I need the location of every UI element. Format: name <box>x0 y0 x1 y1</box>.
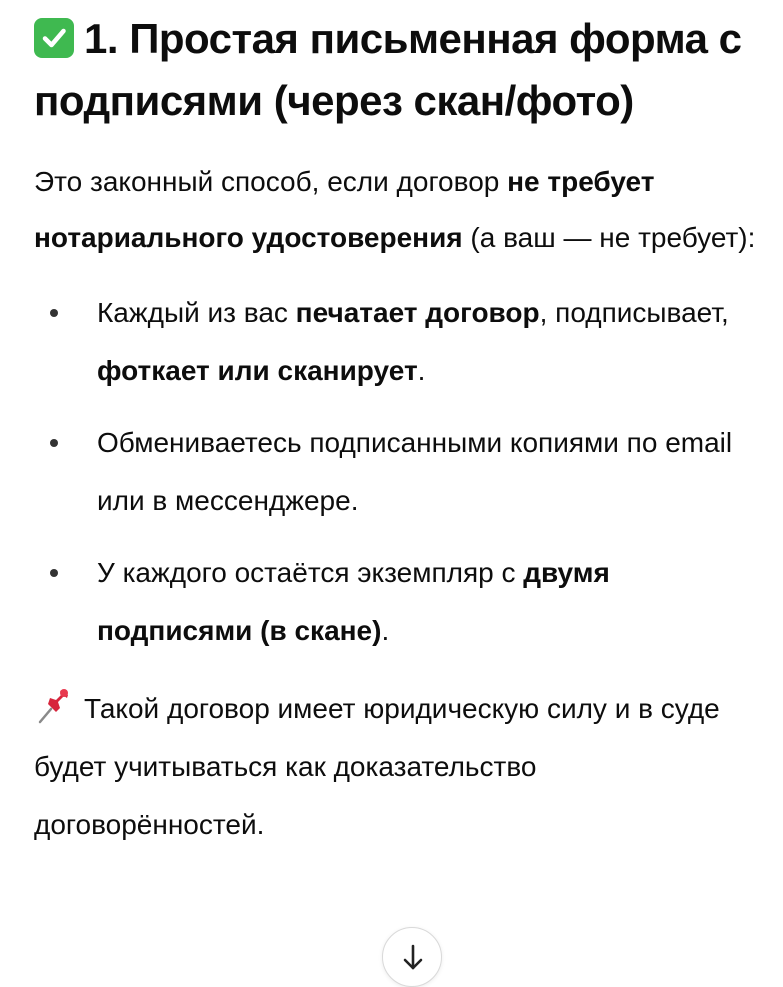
check-mark-button-icon <box>34 18 74 58</box>
scroll-to-bottom-button[interactable] <box>382 927 442 987</box>
bullet-dot <box>50 439 58 447</box>
list-item <box>34 544 769 660</box>
intro-text: Это законный способ, если договор <box>34 166 508 197</box>
heading-text: 1. Простая письменная форма с подписями (через скан/фото) <box>34 15 742 124</box>
list-item-text: , подписывает, <box>539 297 729 328</box>
message-content <box>34 0 769 854</box>
bullet-dot <box>50 569 58 577</box>
intro-paragraph <box>34 154 769 266</box>
list-item-text: . <box>417 355 426 386</box>
intro-text-end: (а ваш — не требует): <box>462 222 756 253</box>
list-item <box>34 284 769 400</box>
list-item-text: . <box>381 615 390 646</box>
note-paragraph <box>34 680 769 854</box>
steps-list <box>34 284 769 660</box>
list-item-bold: фоткает или сканирует <box>97 355 418 386</box>
list-item-bold: двумя подписями (в скане) <box>97 557 610 646</box>
section-heading <box>34 8 769 132</box>
arrow-down-icon <box>400 942 426 974</box>
list-item-text: Обмениваетесь подписанными копиями по email или в мессенджере. <box>97 427 733 516</box>
note-text: Такой договор имеет юридическую силу и в суде будет учитываться как доказательство договорённостей. <box>34 693 720 840</box>
list-item-text: У каждого остаётся экземпляр с <box>97 557 524 588</box>
list-item <box>34 414 769 530</box>
pushpin-icon <box>34 686 74 726</box>
bullet-dot <box>50 309 58 317</box>
list-item-bold: печатает договор <box>295 297 540 328</box>
intro-bold-text: не требует нотариального удостоверения <box>34 166 655 253</box>
list-item-text: Каждый из вас <box>97 297 296 328</box>
